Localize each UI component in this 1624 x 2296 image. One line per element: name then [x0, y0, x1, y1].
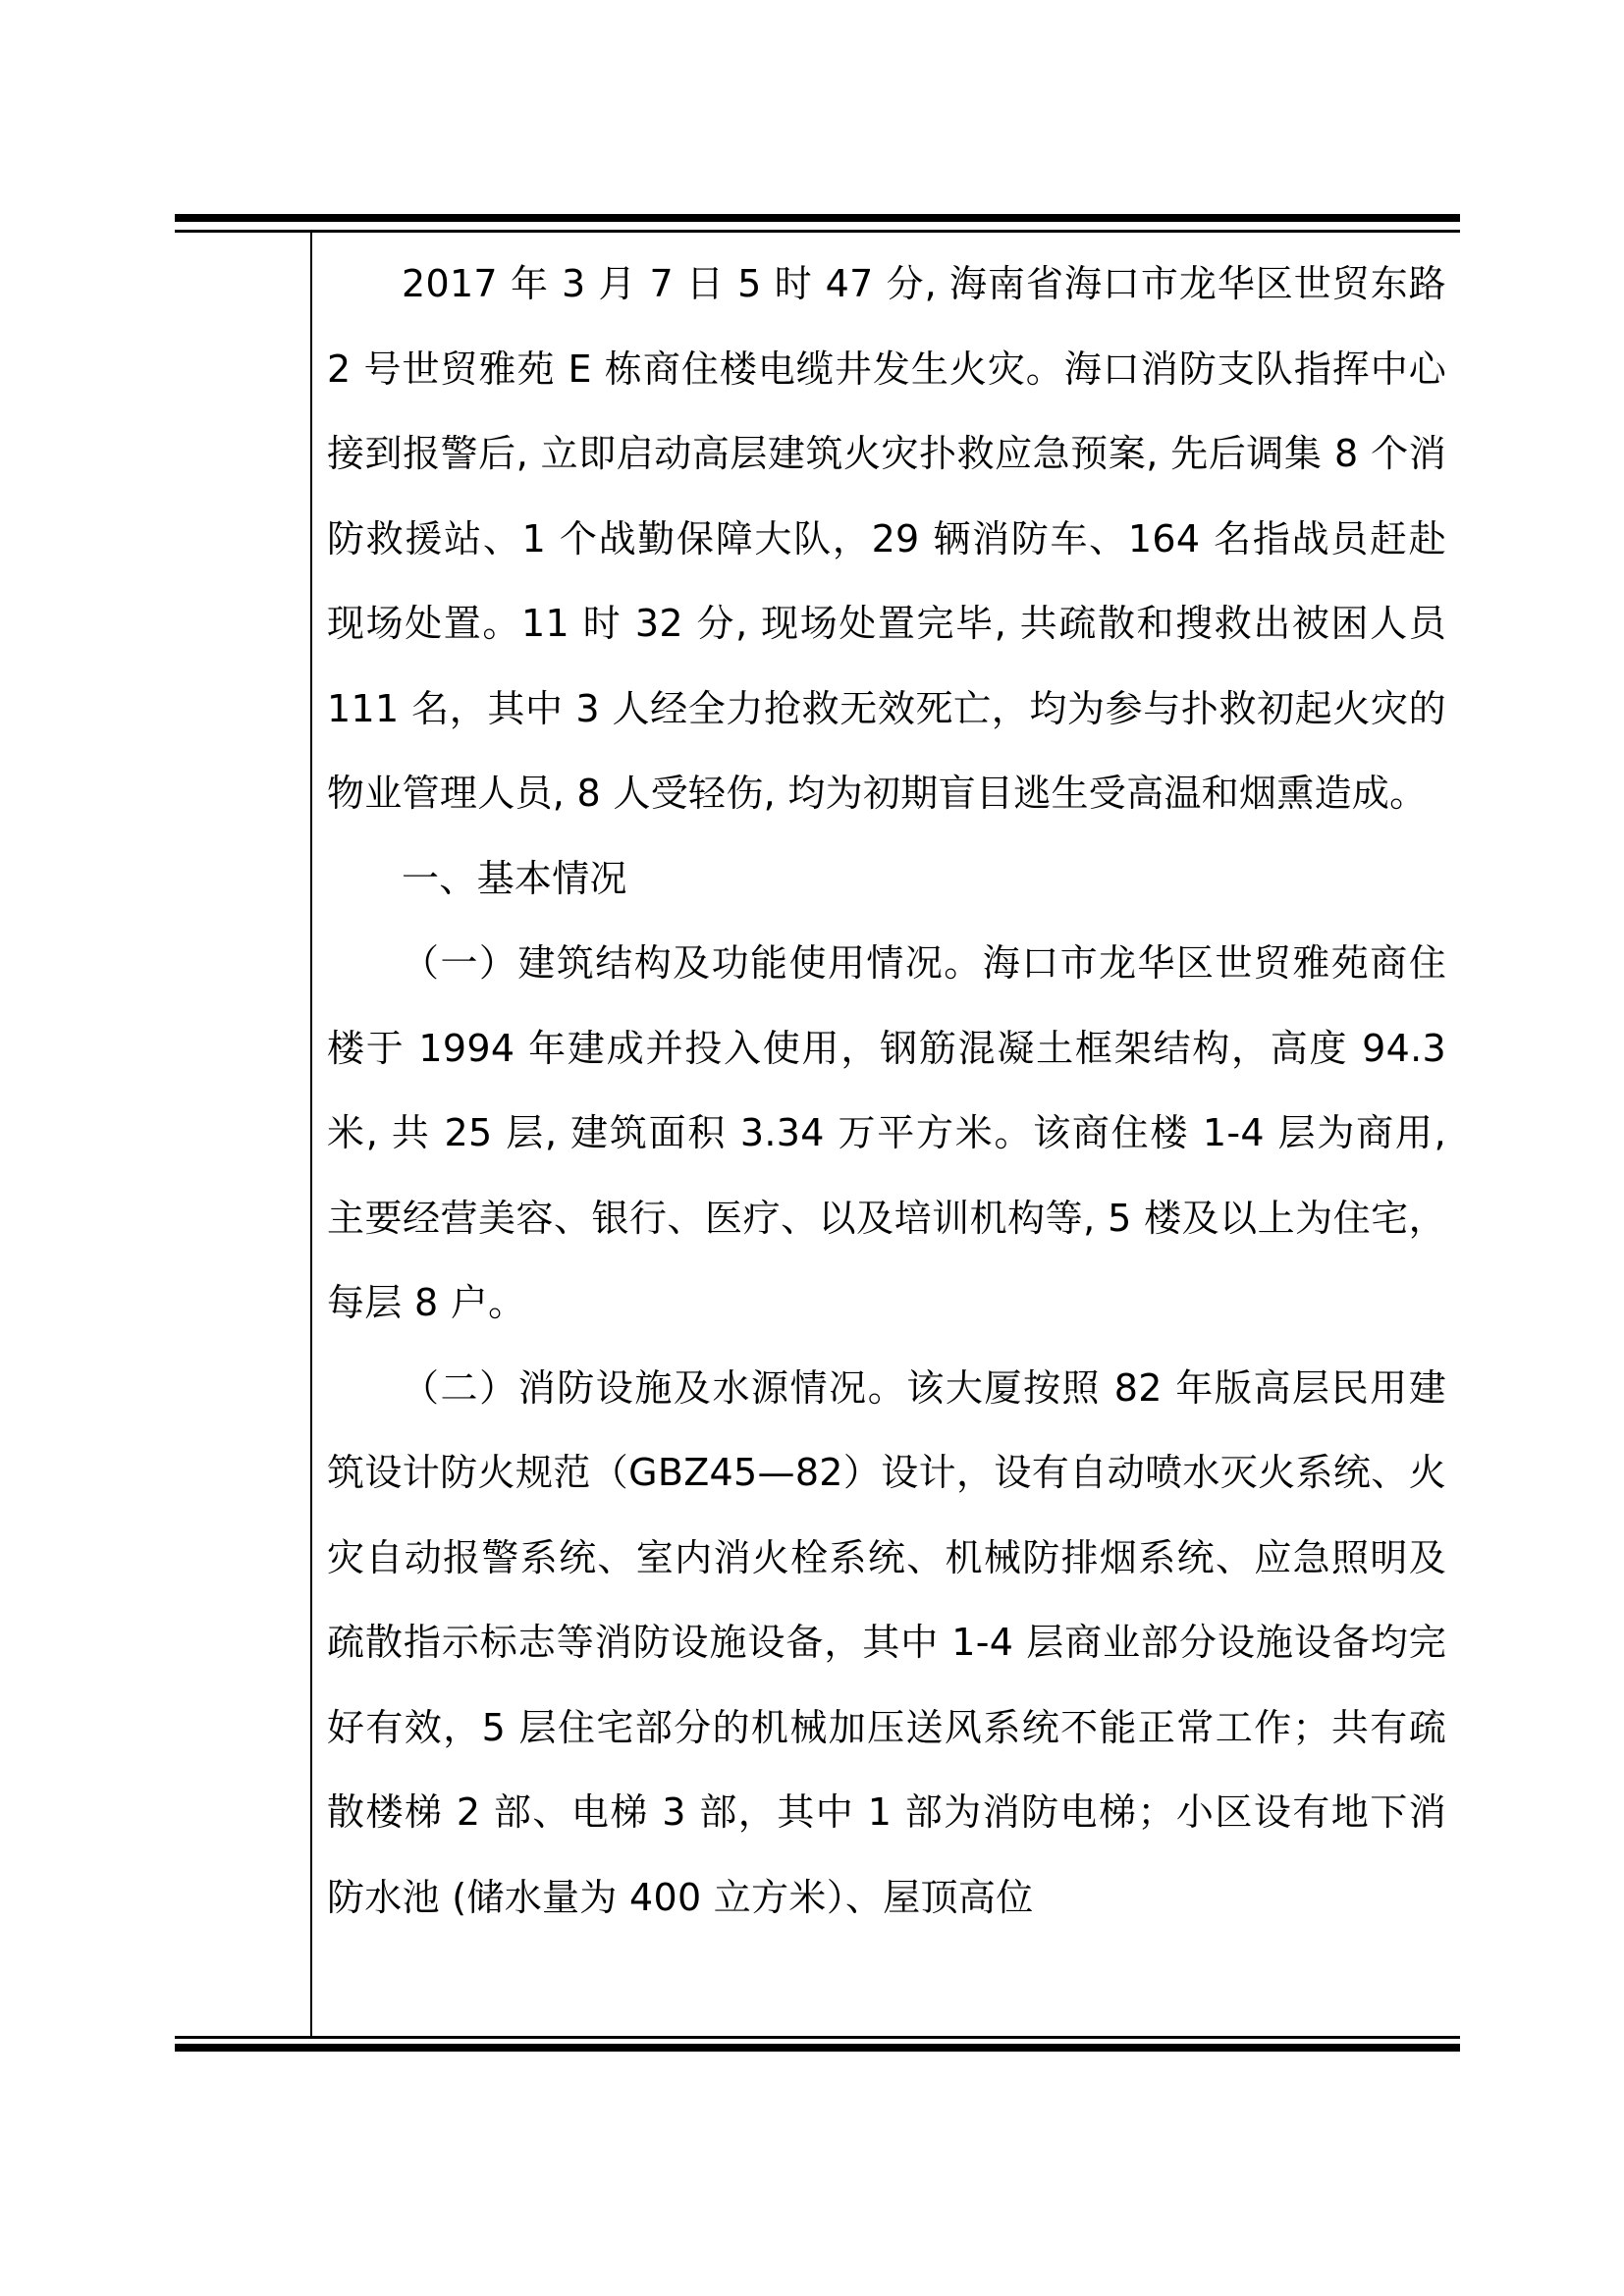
bottom-double-rule-thin — [175, 2036, 1460, 2039]
paragraph-fire-facilities: （二）消防设施及水源情况。该大厦按照 82 年版高层民用建筑设计防火规范（GBZ45—82）设计，设有自动喷水灭火系统、火灾自动报警系统、室内消火栓系统、机械防排烟系统、应急照明及疏散指示标志等消防设施设备，其中 1-4 层商业部分设施设备均完好有效，5 层住宅部分的机械加压送风系统不能正常工作；共有疏散楼梯 2 部、电梯 3 部，其中 1 部为消防电梯；小区设有地下消防水池 (储水量为 400 立方米）、屋顶高位 — [327, 1365, 1446, 1919]
margin-column-divider — [310, 233, 312, 2036]
top-double-rule-thick — [175, 214, 1460, 222]
paragraph-incident-summary: 2017 年 3 月 7 日 5 时 47 分, 海南省海口市龙华区世贸东路 2 号世贸雅苑 E 栋商住楼电缆井发生火灾。海口消防支队指挥中心接到报警后, 立即启动高层建筑火灾扑救应急预案, 先后调集 8 个消防救援站、1 个战勤保障大队，29 辆消防车、164 名指战员赶赴现场处置。11 时 32 分, 现场处置完毕, 共疏散和搜救出被困人员 111 名，其中 3 人经全力抢救无效死亡，均为参与扑救初起火灾的物业管理人员, 8 人受轻伤, 均为初期盲目逃生受高温和烟熏造成。 — [327, 262, 1446, 815]
section-heading-basic-info: 一、基本情况 — [402, 856, 627, 900]
bottom-double-rule-thick — [175, 2044, 1460, 2052]
document-body — [327, 241, 1446, 1940]
top-double-rule-thin — [175, 230, 1460, 233]
paragraph-building-structure: （一）建筑结构及功能使用情况。海口市龙华区世贸雅苑商住楼于 1994 年建成并投入使用，钢筋混凝土框架结构，高度 94.3 米, 共 25 层, 建筑面积 3.34 万平方米。该商住楼 1-4 层为商用, 主要经营美容、银行、医疗、以及培训机构等, 5 楼及以上为住宅，每层 8 户。 — [327, 941, 1446, 1324]
